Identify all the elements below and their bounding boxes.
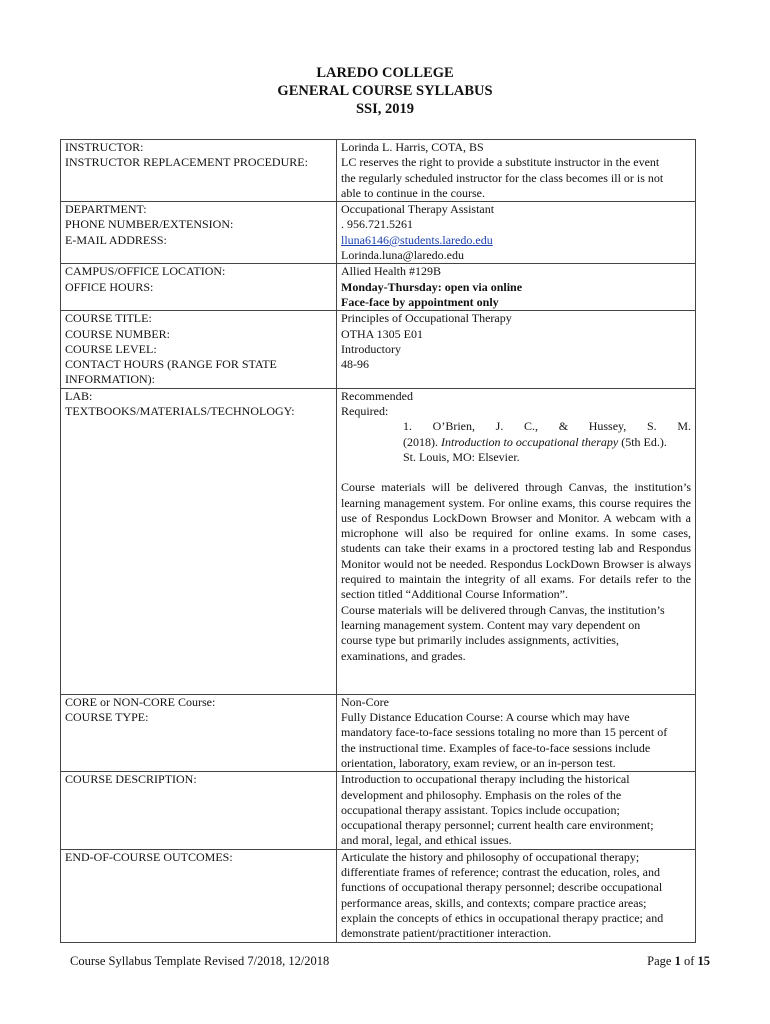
page-of: of (680, 954, 698, 968)
lab-value: Recommended (341, 388, 413, 403)
materials-paragraph: Course materials will be delivered through Canvas, the institution’s learning management system. For online exams, this course requires the use of Respondus LockDown Browser and Monitor. A webcam with a microphone will also be required for online exams. In some cases, students can take their exams in a proctored testing lab and Respondus Monitor would not be needed. Respondus LockDown Browser is always required to maintain the integrity of all exams. For details refer to the section titled “Additional Course Information”. (341, 480, 691, 602)
email-link[interactable]: lluna6146@students.laredo.edu (341, 232, 493, 247)
materials-paragraph-line: learning management system. Content may vary dependent on (341, 617, 641, 632)
course-number-value: OTHA 1305 E01 (341, 326, 423, 341)
course-title-value: Principles of Occupational Therapy (341, 311, 512, 326)
reference-publisher: St. Louis, MO: Elsevier. (403, 449, 520, 464)
core-value: Non-Core (341, 694, 389, 709)
label-lab: LAB: (65, 388, 93, 403)
description-line: occupational therapy personnel; current health care environment; (341, 818, 654, 833)
course-level-value: Introductory (341, 341, 401, 356)
label-phone: PHONE NUMBER/EXTENSION: (65, 217, 234, 232)
value-cell (337, 772, 696, 849)
table-row-description (61, 772, 696, 849)
value-cell (337, 311, 696, 388)
ref-author: C., (524, 419, 539, 434)
table-row-course-info (61, 311, 696, 388)
office-hours-line: Face-face by appointment only (341, 294, 499, 309)
outcomes-line: functions of occupational therapy personnel; describe occupational (341, 880, 663, 895)
label-cell (61, 849, 337, 942)
description-line: development and philosophy. Emphasis on the roles of the (341, 787, 622, 802)
page-label: Page (647, 954, 675, 968)
label-course-title: COURSE TITLE: (65, 311, 152, 326)
description-line: Introduction to occupational therapy including the historical (341, 772, 630, 787)
ref-book-title: Introduction to occupational therapy (441, 434, 619, 449)
replacement-text-line: LC reserves the right to provide a substitute instructor in the event (341, 155, 660, 170)
label-course-level: COURSE LEVEL: (65, 341, 157, 356)
label-course-number: COURSE NUMBER: (65, 326, 171, 341)
label-replacement-procedure: INSTRUCTOR REPLACEMENT PROCEDURE: (65, 155, 308, 170)
table-row-materials (61, 388, 696, 694)
page-number (647, 954, 710, 969)
materials-paragraph-line: examinations, and grades. (341, 648, 466, 663)
ref-author: J. (495, 419, 504, 434)
outcomes-line: explain the concepts of ethics in occupational therapy practice; and (341, 910, 664, 925)
ref-author: & (558, 419, 569, 434)
document-title: GENERAL COURSE SYLLABUS (277, 83, 493, 99)
label-office-hours: OFFICE HOURS: (65, 279, 154, 294)
label-core: CORE or NON-CORE Course: (65, 694, 216, 709)
label-cell (61, 772, 337, 849)
label-email: E-MAIL ADDRESS: (65, 232, 167, 247)
outcomes-line: demonstrate patient/practitioner interaction. (341, 926, 552, 941)
page-current: 1 (674, 954, 681, 968)
label-course-type: COURSE TYPE: (65, 710, 149, 725)
footer-template-revised: Course Syllabus Template Revised 7/2018, 12/2018 (70, 954, 330, 968)
location-value: Allied Health #129B (341, 264, 441, 279)
syllabus-table (60, 139, 696, 943)
college-name: LAREDO COLLEGE (316, 65, 454, 81)
label-instructor: INSTRUCTOR: (65, 140, 144, 154)
replacement-text-line: the regularly scheduled instructor for the class becomes ill or is not (341, 170, 664, 185)
department-value: Occupational Therapy Assistant (341, 202, 495, 217)
label-cell (61, 311, 337, 388)
value-cell (337, 849, 696, 942)
label-cell (61, 202, 337, 264)
table-row-office (61, 264, 696, 311)
materials-paragraph-line: course type but primarily includes assignments, activities, (341, 633, 619, 648)
outcomes-line: performance areas, skills, and contexts; compare practice areas; (341, 895, 647, 910)
label-outcomes: END-OF-COURSE OUTCOMES: (65, 849, 233, 864)
description-line: occupational therapy assistant. Topics include occupation; (341, 802, 620, 817)
course-type-line: Fully Distance Education Course: A course which may have (341, 710, 630, 725)
office-hours-line: Monday-Thursday: open via online (341, 279, 523, 294)
label-department: DEPARTMENT: (65, 202, 147, 217)
value-cell (337, 388, 696, 694)
materials-paragraph-line: Course materials will be delivered through Canvas, the institution’s (341, 602, 665, 617)
label-cell (61, 388, 337, 694)
instructor-name: Lorinda L. Harris, COTA, BS (341, 140, 484, 154)
reference-authors (403, 419, 691, 434)
label-campus-location: CAMPUS/OFFICE LOCATION: (65, 264, 226, 279)
course-type-line: orientation, laboratory, exam review, or an in-person test. (341, 755, 616, 770)
outcomes-line: differentiate frames of reference; contrast the education, roles, and (341, 865, 660, 880)
ref-edition: (5th Ed.). (618, 434, 667, 449)
label-cell (61, 694, 337, 771)
phone-value: . 956.721.5261 (341, 217, 413, 232)
value-cell (337, 202, 696, 264)
ref-author: M. (677, 419, 691, 434)
ref-year: (2018). (403, 434, 441, 449)
page-total: 15 (697, 954, 710, 968)
syllabus-header (0, 64, 770, 118)
ref-author: O’Brien, (432, 419, 475, 434)
value-cell (337, 694, 696, 771)
required-label: Required: (341, 404, 389, 419)
textbook-reference (403, 419, 691, 465)
label-course-description: COURSE DESCRIPTION: (65, 772, 197, 787)
value-cell (337, 140, 696, 202)
ref-number: 1. (403, 419, 412, 434)
label-contact-hours-cont: INFORMATION): (65, 372, 155, 387)
outcomes-line: Articulate the history and philosophy of occupational therapy; (341, 849, 640, 864)
email-alt-value: Lorinda.luna@laredo.edu (341, 248, 465, 263)
contact-hours-value: 48-96 (341, 357, 369, 372)
term: SSI, 2019 (355, 101, 415, 117)
course-type-line: mandatory face-to-face sessions totaling no more than 15 percent of (341, 725, 668, 740)
reference-title-line (403, 435, 691, 450)
description-line: and moral, legal, and ethical issues. (341, 833, 512, 848)
table-row-instructor (61, 140, 696, 202)
replacement-text-line: able to continue in the course. (341, 185, 485, 200)
label-cell (61, 140, 337, 202)
table-row-contact (61, 202, 696, 264)
table-row-course-type (61, 694, 696, 771)
ref-author: S. (646, 419, 657, 434)
course-type-line: the instructional time. Examples of face-to-face sessions include (341, 740, 651, 755)
label-contact-hours: CONTACT HOURS (RANGE FOR STATE (65, 357, 277, 372)
label-cell (61, 264, 337, 311)
table-row-outcomes (61, 849, 696, 942)
ref-author: Hussey, (588, 419, 627, 434)
label-textbooks: TEXTBOOKS/MATERIALS/TECHNOLOGY: (65, 404, 295, 419)
value-cell (337, 264, 696, 311)
